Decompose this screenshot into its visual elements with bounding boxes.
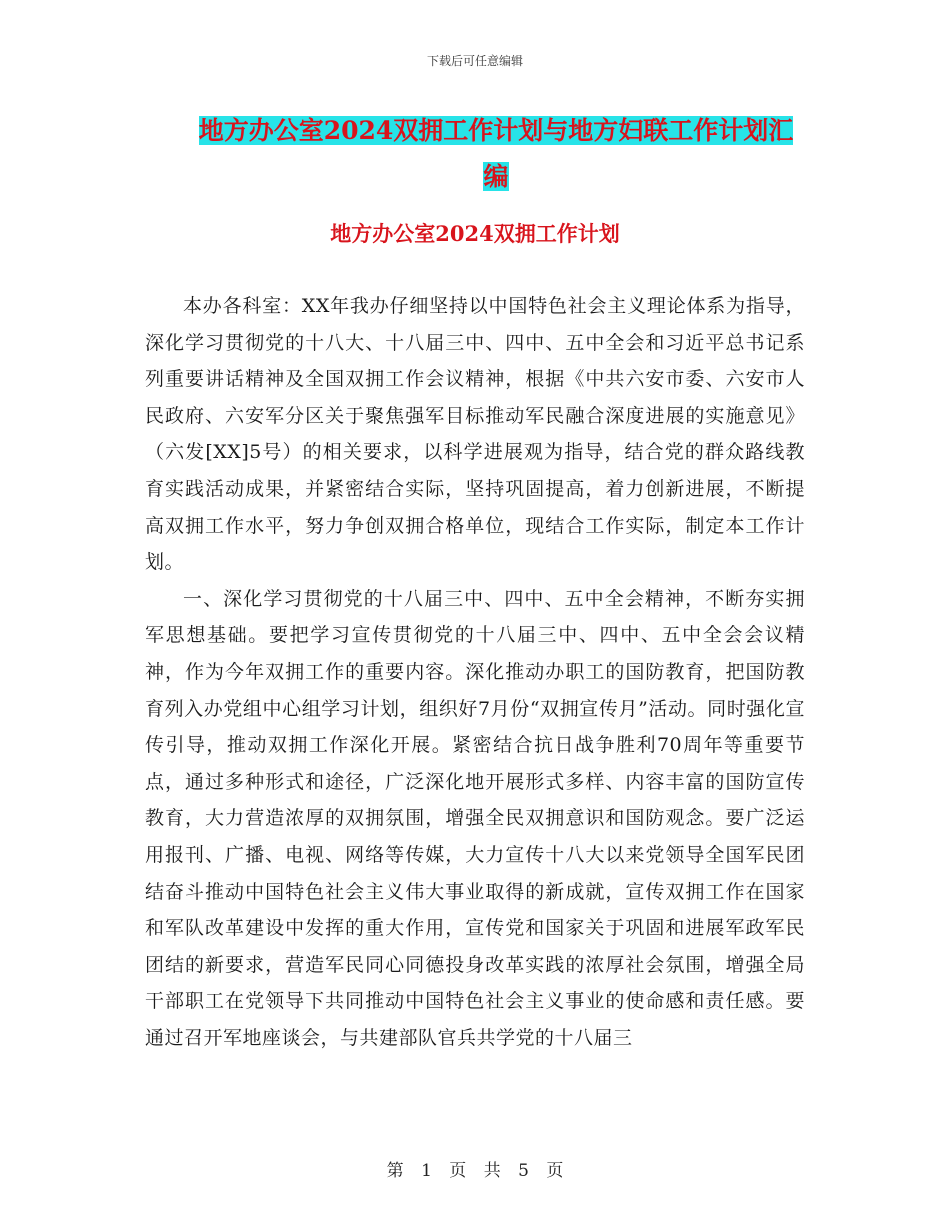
footer-total-pages: 5 (518, 1161, 529, 1181)
section-title: 地方办公室2024双拥工作计划 (330, 221, 620, 246)
page-footer (0, 1156, 950, 1181)
document-title (185, 108, 807, 200)
footer-suffix: 页 (546, 1161, 564, 1181)
header-note: 下载后可任意编辑 (426, 54, 523, 68)
footer-total-prefix: 共 (483, 1161, 501, 1181)
footer-prefix: 第 (386, 1161, 404, 1181)
footer-middle: 页 (449, 1161, 467, 1181)
document-title-line-1: 地方办公室2024双拥工作计划与地方妇联工作计划汇 (198, 116, 794, 145)
document-title-line-2: 编 (483, 162, 509, 191)
paragraph-intro: 本办各科室：XX年我办仔细坚持以中国特色社会主义理论体系为指导，深化学习贯彻党的十八大、十八届三中、四中、五中全会和习近平总书记系列重要讲话精神及全国双拥工作会议精神，根据《中共六安市委、六安市人民政府、六安军分区关于聚焦强军目标推动军民融合深度进展的实施意见》（六发[XX]5号）的相关要求，以科学进展观为指导，结合党的群众路线教育实践活动成果，并紧密结合实际，坚持巩固提高，着力创新进展，不断提高双拥工作水平，努力争创双拥合格单位，现结合工作实际，制定本工作计划。 (145, 295, 805, 574)
footer-page-number: 1 (421, 1161, 432, 1181)
paragraph-section-1: 一、深化学习贯彻党的十八届三中、四中、五中全会精神，不断夯实拥军思想基础。要把学习宣传贯彻党的十八届三中、四中、五中全会会议精神，作为今年双拥工作的重要内容。深化推动办职工的国防教育，把国防教育列入办党组中心组学习计划，组织好7月份“双拥宣传月”活动。同时强化宣传引导，推动双拥工作深化开展。紧密结合抗日战争胜利70周年等重要节点，通过多种形式和途径，广泛深化地开展形式多样、内容丰富的国防宣传教育，大力营造浓厚的双拥氛围，增强全民双拥意识和国防观念。要广泛运用报刊、广播、电视、网络等传媒，大力宣传十八大以来党领导全国军民团结奋斗推动中国特色社会主义伟大事业取得的新成就，宣传双拥工作在国家和军队改革建设中发挥的重大作用，宣传党和国家关于巩固和进展军政军民团结的新要求，营造军民同心同德投身改革实践的浓厚社会氛围，增强全局干部职工在党领导下共同推动中国特色社会主义事业的使命感和责任感。要通过召开军地座谈会，与共建部队官兵共学党的十八届三 (145, 587, 805, 1049)
body-text (145, 288, 805, 1056)
